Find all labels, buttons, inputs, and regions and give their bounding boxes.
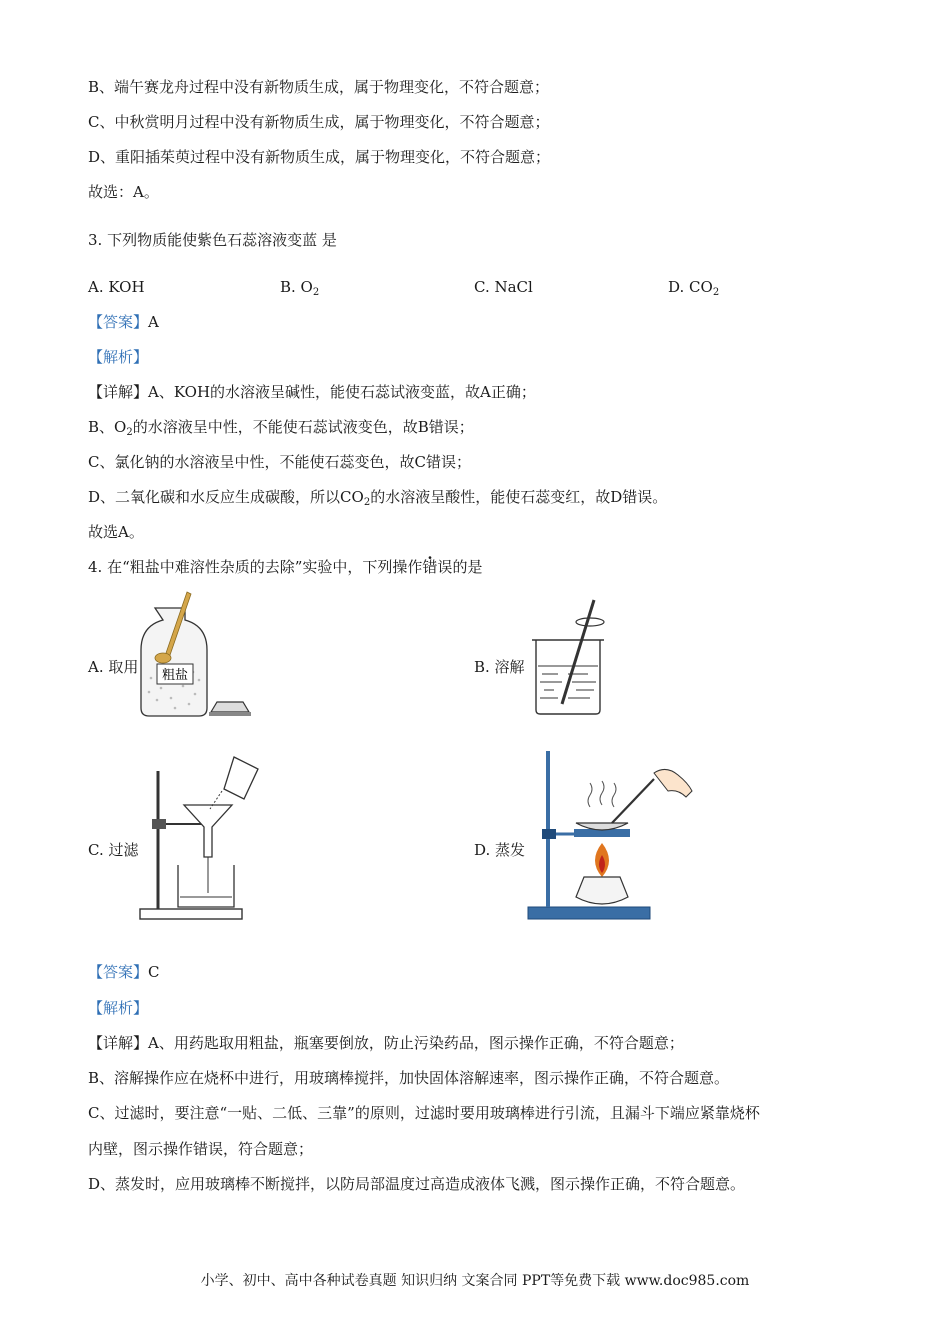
q3-detail-a: 【详解】A、KOH的水溶液呈碱性，能使石蕊试液变蓝，故A正确； bbox=[88, 383, 536, 401]
q4-detail-b: B、溶解操作应在烧杯中进行，用玻璃棒搅拌，加快固体溶解速率，图示操作正确，不符合题意。 bbox=[88, 1069, 730, 1087]
q3-option-b: B. $O_2$ bbox=[280, 278, 320, 298]
q3-detail-b: B、$O_2$的水溶液呈中性，不能使石蕊试液变色，故B错误； bbox=[88, 418, 474, 438]
q4-analysis-tag: 【解析】 bbox=[88, 999, 149, 1017]
q4-detail-c-line1: C、过滤时，要注意“一贴、二低、三靠”的原则，过滤时要用玻璃棒进行引流，且漏斗下端应紧靠烧杯 bbox=[88, 1104, 760, 1122]
filtration-figure bbox=[140, 747, 252, 923]
evaporation-figure bbox=[528, 747, 694, 923]
fig-label-a: A. 取用 bbox=[88, 658, 139, 676]
text-line: C、中秋赏明月过程中没有新物质生成，属于物理变化，不符合题意； bbox=[88, 113, 550, 131]
question-4-stem: 4. 在“粗盐中难溶性杂质的去除”实验中，下列操作错误的是 bbox=[88, 558, 483, 576]
question-3-stem: 3. 下列物质能使紫色石蕊溶液变蓝 是 bbox=[88, 231, 337, 249]
q3-option-d: D. $CO_2$ bbox=[668, 278, 720, 298]
q4-detail-c-line2: 内壁，图示操作错误，符合题意； bbox=[88, 1140, 314, 1158]
page-footer: 小学、初中、高中各种试卷真题 知识归纳 文案合同 PPT等免费下载 www.doc985.com bbox=[200, 1273, 750, 1289]
reagent-bottle-figure bbox=[135, 588, 255, 720]
q4-detail-a: 【详解】A、用药匙取用粗盐，瓶塞要倒放，防止污染药品，图示操作正确，不符合题意； bbox=[88, 1034, 684, 1052]
fig-label-b: B. 溶解 bbox=[474, 658, 525, 676]
dissolve-beaker-figure bbox=[528, 596, 610, 718]
fig-label-d: D. 蒸发 bbox=[474, 841, 526, 859]
q3-detail-c: C、氯化钠的水溶液呈中性，不能使石蕊变色，故C错误； bbox=[88, 453, 471, 471]
q3-option-c: C. NaCl bbox=[474, 278, 533, 296]
emphasis-text: 错误 bbox=[422, 558, 453, 576]
q3-analysis-tag: 【解析】 bbox=[88, 348, 149, 366]
q4-answer: 【答案】C bbox=[88, 963, 160, 981]
q3-option-a: A. KOH bbox=[88, 278, 145, 296]
q3-conclusion: 故选A。 bbox=[88, 523, 144, 541]
fig-label-c: C. 过滤 bbox=[88, 841, 139, 859]
q4-detail-d: D、蒸发时，应用玻璃棒不断搅拌，以防局部温度过高造成液体飞溅，图示操作正确，不符合题意。 bbox=[88, 1175, 746, 1193]
bottle-label: 粗盐 bbox=[161, 668, 189, 683]
text-line: B、端午赛龙舟过程中没有新物质生成，属于物理变化，不符合题意； bbox=[88, 78, 550, 96]
q3-detail-d: D、二氧化碳和水反应生成碳酸，所以$CO_2$的水溶液呈酸性，能使石蕊变红，故D错误。 bbox=[88, 488, 668, 508]
text-line: D、重阳插茱萸过程中没有新物质生成，属于物理变化，不符合题意； bbox=[88, 148, 551, 166]
text-line: 故选：A。 bbox=[88, 183, 159, 201]
q3-answer: 【答案】A bbox=[88, 313, 159, 331]
